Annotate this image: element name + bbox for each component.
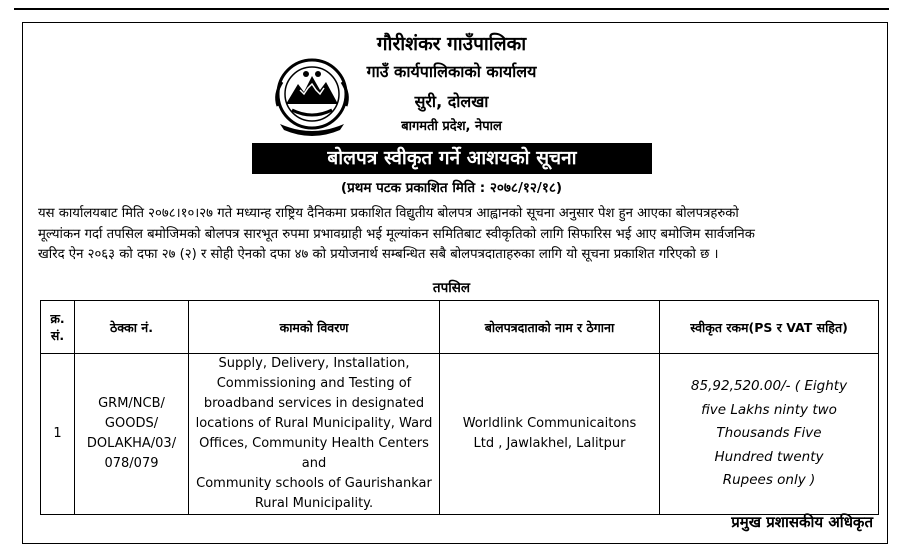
- notice-body: [38, 204, 878, 266]
- cell-serial: 1: [41, 354, 75, 515]
- header-amount: स्वीकृत रकम(PS र VAT सहित): [660, 301, 879, 354]
- office-location: सुरी, दोलखा: [414, 92, 489, 111]
- cell-amount: 85,92,520.00/- ( Eighty five Lakhs ninty two Thousands Five Hundred twenty Rupees only ): [660, 354, 879, 515]
- cell-bidder: Worldlink Communicaitons Ltd , Jawlakhel, Lalitpur: [440, 354, 660, 515]
- published-date: (प्रथम पटक प्रकाशित मिति : २०७८/१२/१८): [340, 180, 563, 196]
- notice-title: बोलपत्र स्वीकृत गर्ने आशयको सूचना: [252, 143, 652, 174]
- bid-table: [40, 300, 879, 515]
- office-name: गाउँ कार्यपालिकाको कार्यालय: [366, 62, 537, 81]
- notice-body-line: मूल्यांकन गर्दा तपसिल बमोजिमको बोलपत्र सारभूत रुपमा प्रभावग्राही भई मूल्यांकन समितिबाट स्वीकृतिको लागि सिफारिस भई आए बमोजिम सार्वजनिक: [38, 226, 755, 242]
- table-row: [41, 354, 879, 515]
- header-bidder: बोलपत्रदाताको नाम र ठेगाना: [440, 301, 660, 354]
- municipality-name: गौरीशंकर गाउँपालिका: [376, 33, 527, 55]
- cell-description: Supply, Delivery, Installation, Commissioning and Testing of broadband services in designated locations of Rural Municipality, Ward Offices, Community Health Centers and Community schools of Gaurishankar Rural Municipality.: [189, 354, 440, 515]
- header-description: कामको विवरण: [189, 301, 440, 354]
- signature-title: प्रमुख प्रशासकीय अधिकृत: [731, 513, 873, 531]
- header-contract-no: ठेक्का नं.: [75, 301, 189, 354]
- notice-body-line: खरिद ऐन २०६३ को दफा २७ (२) र सोही ऐनको दफा ४७ को प्रयोजनार्थ सम्बन्धित सबै बोलपत्रदाताहरुका लागि यो सूचना प्रकाशित गरिएको छ ।: [38, 247, 719, 262]
- top-rule: [14, 8, 889, 10]
- details-heading: तपसिल: [432, 280, 471, 296]
- header-serial: क्र. सं.: [41, 301, 75, 354]
- notice-body-line: यस कार्यालयबाट मिति २०७८।१०।२७ गते मध्यान्ह राष्ट्रिय दैनिकमा प्रकाशित विद्युतीय बोलपत्र आह्वानको सूचना अनुसार पेश हुन आएका बोलपत्रहरुको: [38, 206, 739, 221]
- table-header-row: [41, 301, 879, 354]
- cell-contract-no: GRM/NCB/ GOODS/ DOLAKHA/03/ 078/079: [75, 354, 189, 515]
- province-name: बागमती प्रदेश, नेपाल: [401, 119, 502, 134]
